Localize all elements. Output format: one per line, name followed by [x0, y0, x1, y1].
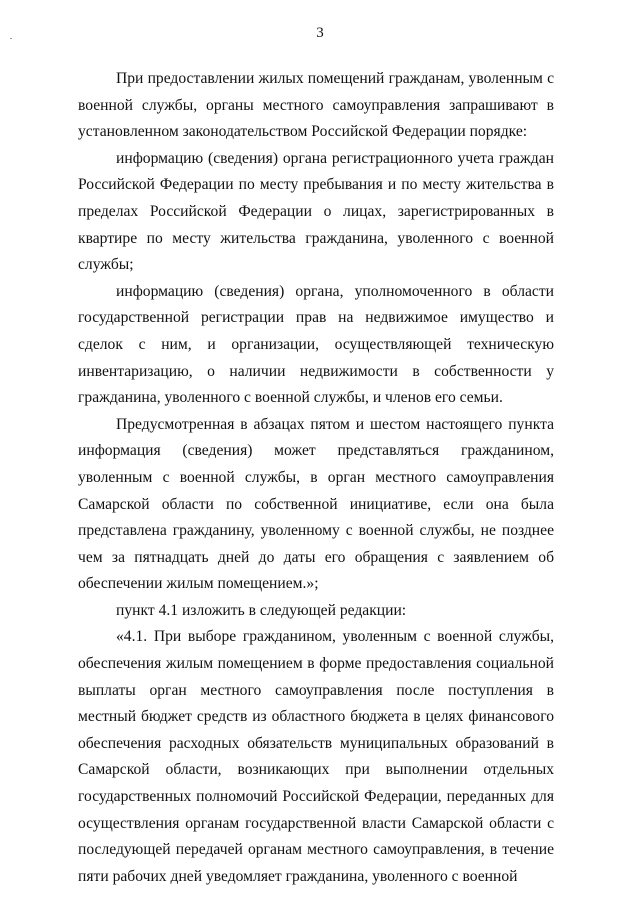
- page-number: 3: [316, 25, 324, 41]
- paragraph-housing-request: При предоставлении жилых помещений гражданам, уволенным с военной службы, органы местного самоуправления запрашивают в установленном законодательством Российской Федерации порядке:: [78, 70, 554, 141]
- document-body: [78, 66, 554, 890]
- paragraph-registration-info: информацию (сведения) органа регистрационного учета граждан Российской Федерации по месту пребывания и по месту жительства в пределах Российской Федерации о лицах, зарегистрированных в квартире по месту жительства гражданина, уволенного с военной службы;: [78, 149, 554, 274]
- paragraph-property-info: информацию (сведения) органа, уполномоченного в области государственной регистрации прав на недвижимое имущество и сделок с ним, и организации, осуществляющей техническую инвентаризацию, о наличии недвижимости в собственности у гражданина, уволенного с военной службы, и членов его семьи.: [78, 282, 554, 407]
- paragraph-clause-4-1: «4.1. При выборе гражданином, уволенным с военной службы, обеспечения жилым помещением в форме предоставления социальной выплаты орган местного самоуправления после поступления в местный бюджет средств из областного бюджета в целях финансового обеспечения расходных обязательств муниципальных образований в Самарской области, возникающих при выполнении отдельных государственных полномочий Российской Федерации, переданных для осуществления органам государственной власти Самарской области с последующей передачей органам местного самоуправления, в течение пяти рабочих дней уведомляет гражданина, уволенного с военной: [78, 628, 554, 885]
- paragraph-own-initiative: Предусмотренная в абзацах пятом и шестом настоящего пункта информация (сведения) может представляться гражданином, уволенным с военной службы, в орган местного самоуправления Самарской области по собственной инициативе, если она была представлена гражданину, уволенному с военной службы, не позднее чем за пятнадцать дней до даты его обращения с заявлением об обеспечении жилым помещением.»;: [78, 415, 554, 593]
- paragraph-amendment-intro: пункт 4.1 изложить в следующей редакции:: [116, 601, 407, 619]
